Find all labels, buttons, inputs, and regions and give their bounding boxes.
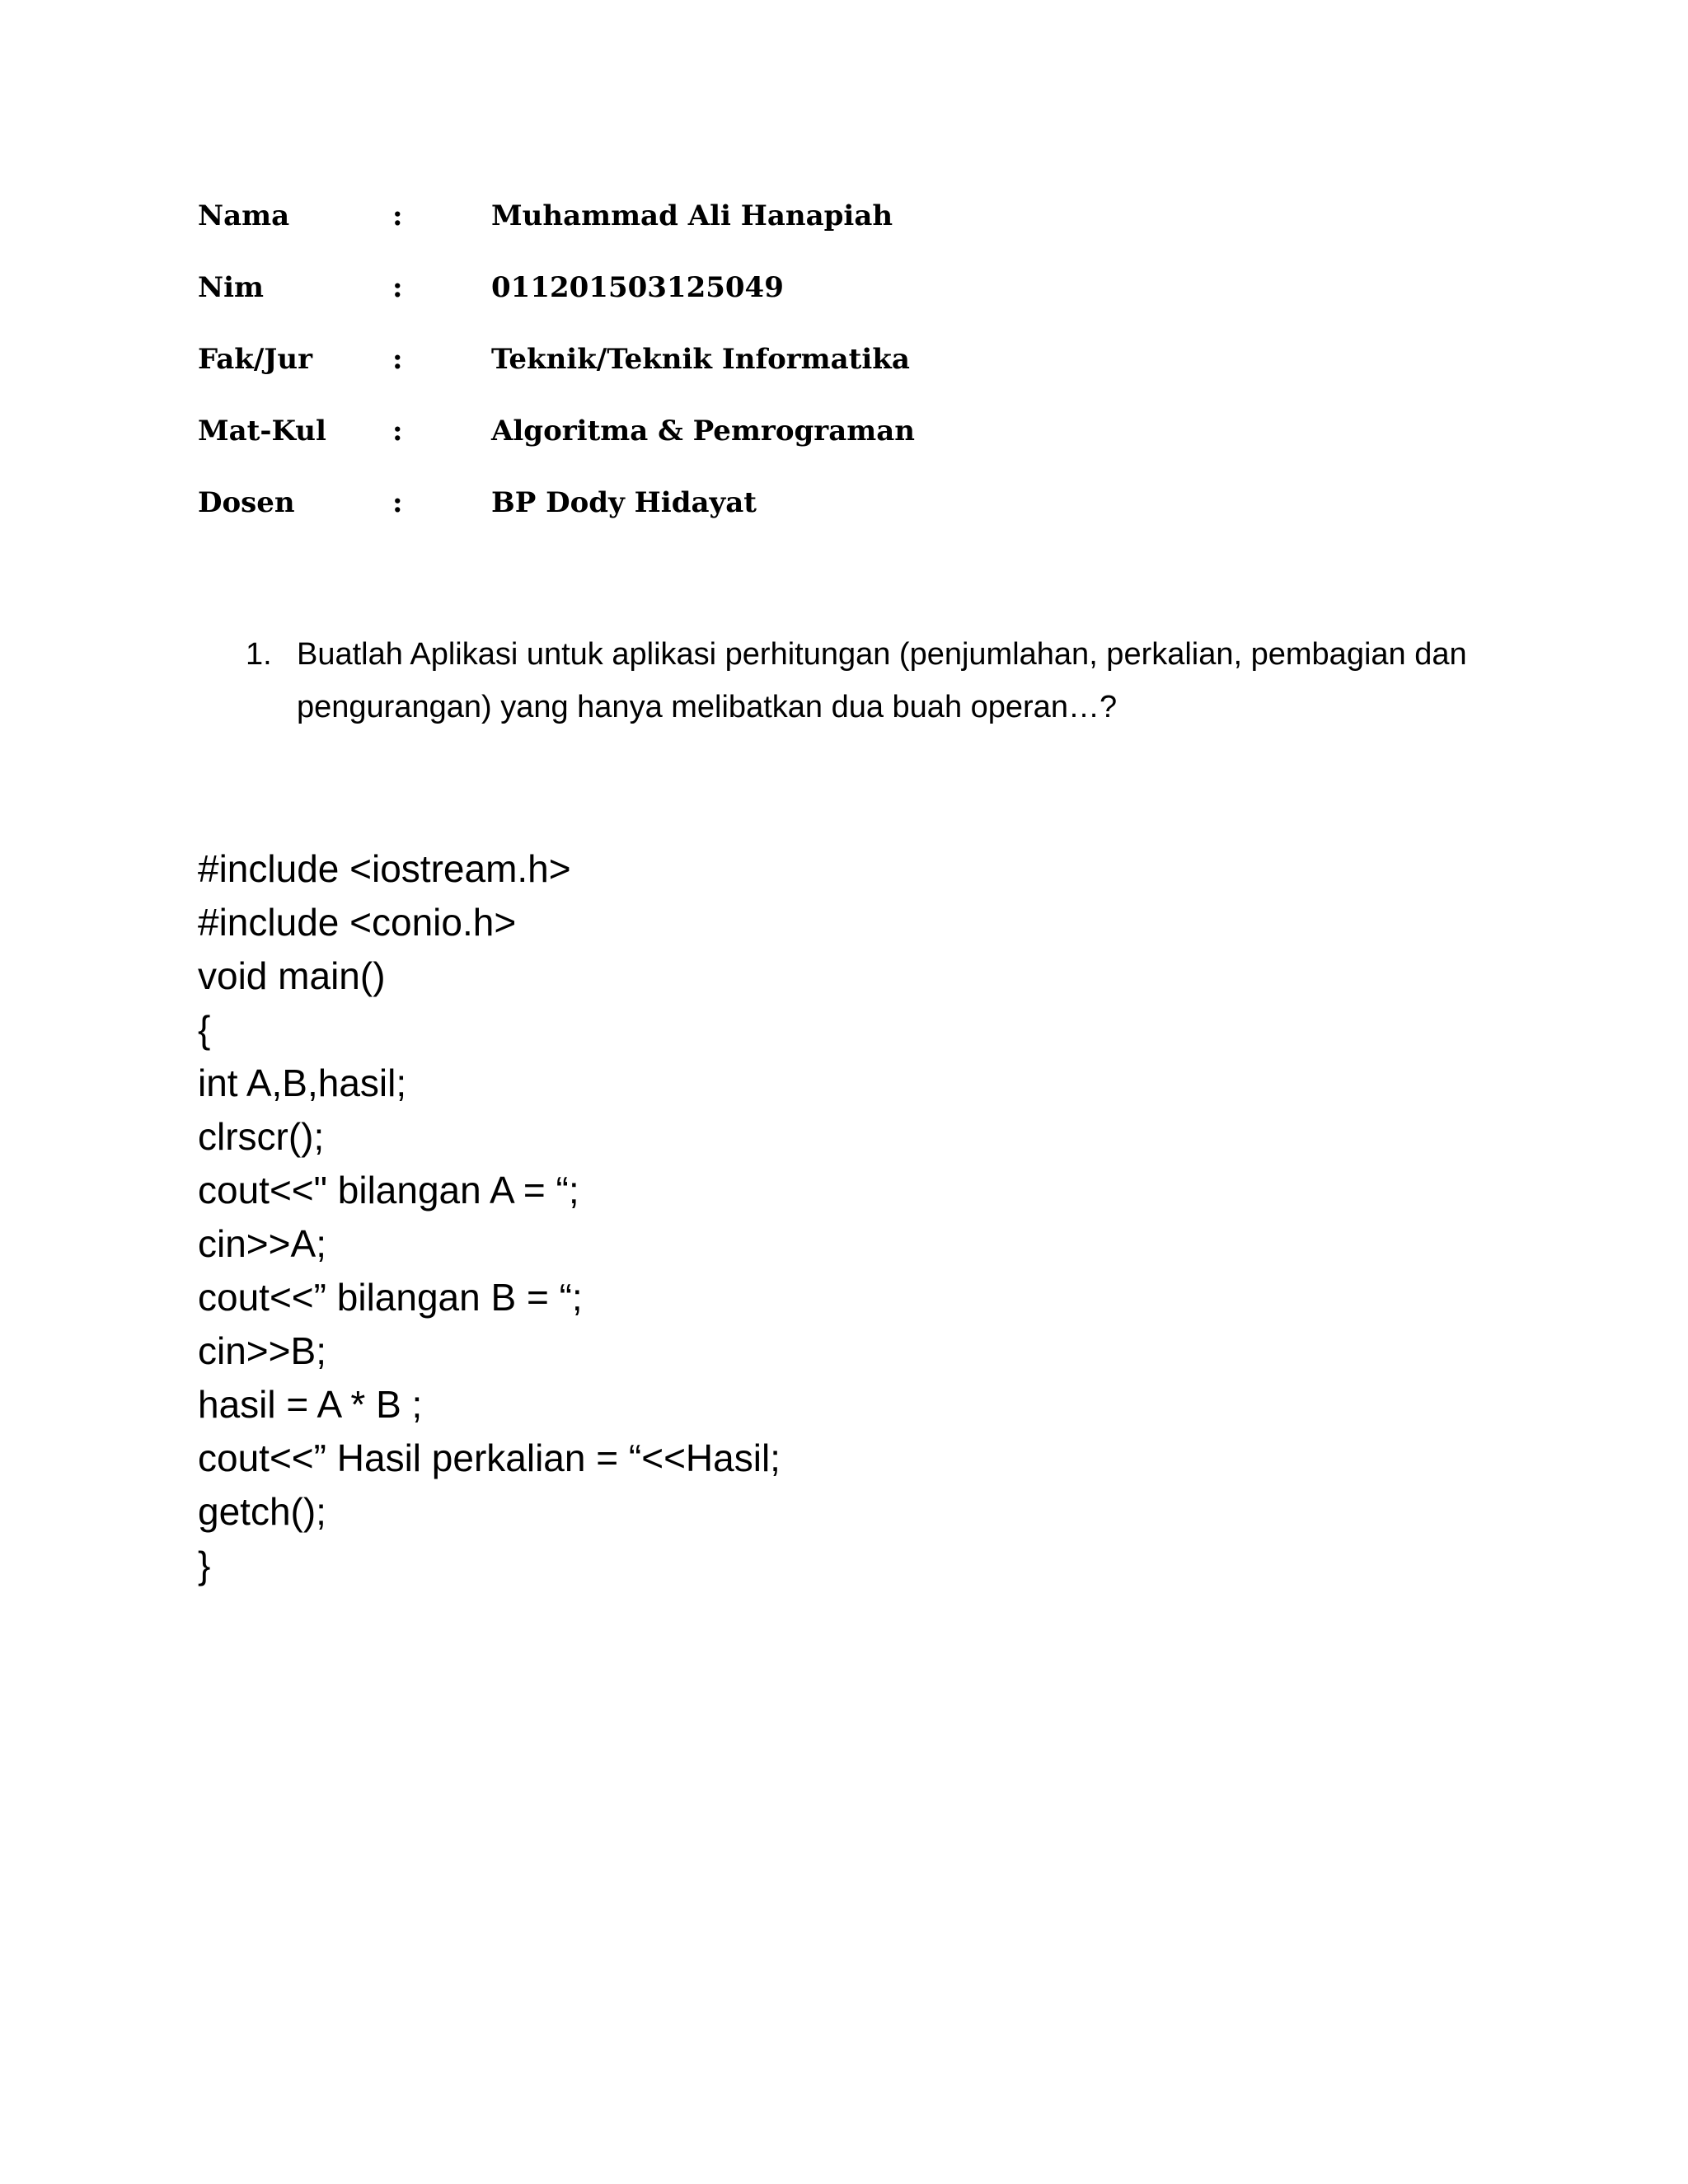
info-value: 011201503125049	[491, 271, 784, 304]
question-text: Buatlah Aplikasi untuk aplikasi perhitungan (penjumlahan, perkalian, pembagian dan pengurangan) yang hanya melibatkan dua buah operan…?	[297, 637, 1467, 724]
code-line: }	[198, 1544, 211, 1586]
info-label: Nama	[198, 199, 290, 232]
code-line: #include <conio.h>	[198, 901, 517, 944]
info-row-fak-jur	[198, 335, 1269, 406]
code-line: getch();	[198, 1490, 326, 1533]
info-label: Nim	[198, 271, 264, 304]
code-line: cin>>B;	[198, 1329, 326, 1372]
code-line: cin>>A;	[198, 1222, 326, 1265]
code-line: cout<<” bilangan B = “;	[198, 1276, 583, 1319]
question-item	[246, 628, 1482, 733]
code-line: cout<<" bilangan A = “;	[198, 1169, 579, 1212]
info-separator: :	[392, 343, 403, 376]
code-line: void main()	[198, 954, 386, 997]
code-line: int A,B,hasil;	[198, 1062, 407, 1104]
code-line: cout<<” Hasil perkalian = “<<Hasil;	[198, 1436, 781, 1479]
info-row-nama	[198, 191, 1269, 263]
info-row-dosen	[198, 478, 1269, 550]
info-separator: :	[392, 271, 403, 304]
code-block	[198, 842, 1434, 1592]
question-list	[246, 628, 1482, 733]
student-info-block	[198, 191, 1269, 550]
info-value: BP Dody Hidayat	[491, 486, 757, 519]
info-separator: :	[392, 415, 403, 448]
question-number: 1.	[246, 637, 272, 672]
code-line: clrscr();	[198, 1115, 325, 1158]
info-separator: :	[392, 486, 403, 519]
info-row-nim	[198, 263, 1269, 335]
info-value: Teknik/Teknik Informatika	[491, 343, 910, 376]
info-label: Fak/Jur	[198, 343, 313, 376]
code-line: {	[198, 1008, 211, 1051]
info-value: Algoritma & Pemrograman	[491, 415, 915, 448]
code-line: #include <iostream.h>	[198, 847, 571, 890]
info-value: Muhammad Ali Hanapiah	[491, 199, 893, 232]
code-line: hasil = A * B ;	[198, 1383, 423, 1426]
info-label: Dosen	[198, 486, 295, 519]
info-separator: :	[392, 199, 403, 232]
info-row-mat-kul	[198, 406, 1269, 478]
info-label: Mat-Kul	[198, 415, 326, 448]
